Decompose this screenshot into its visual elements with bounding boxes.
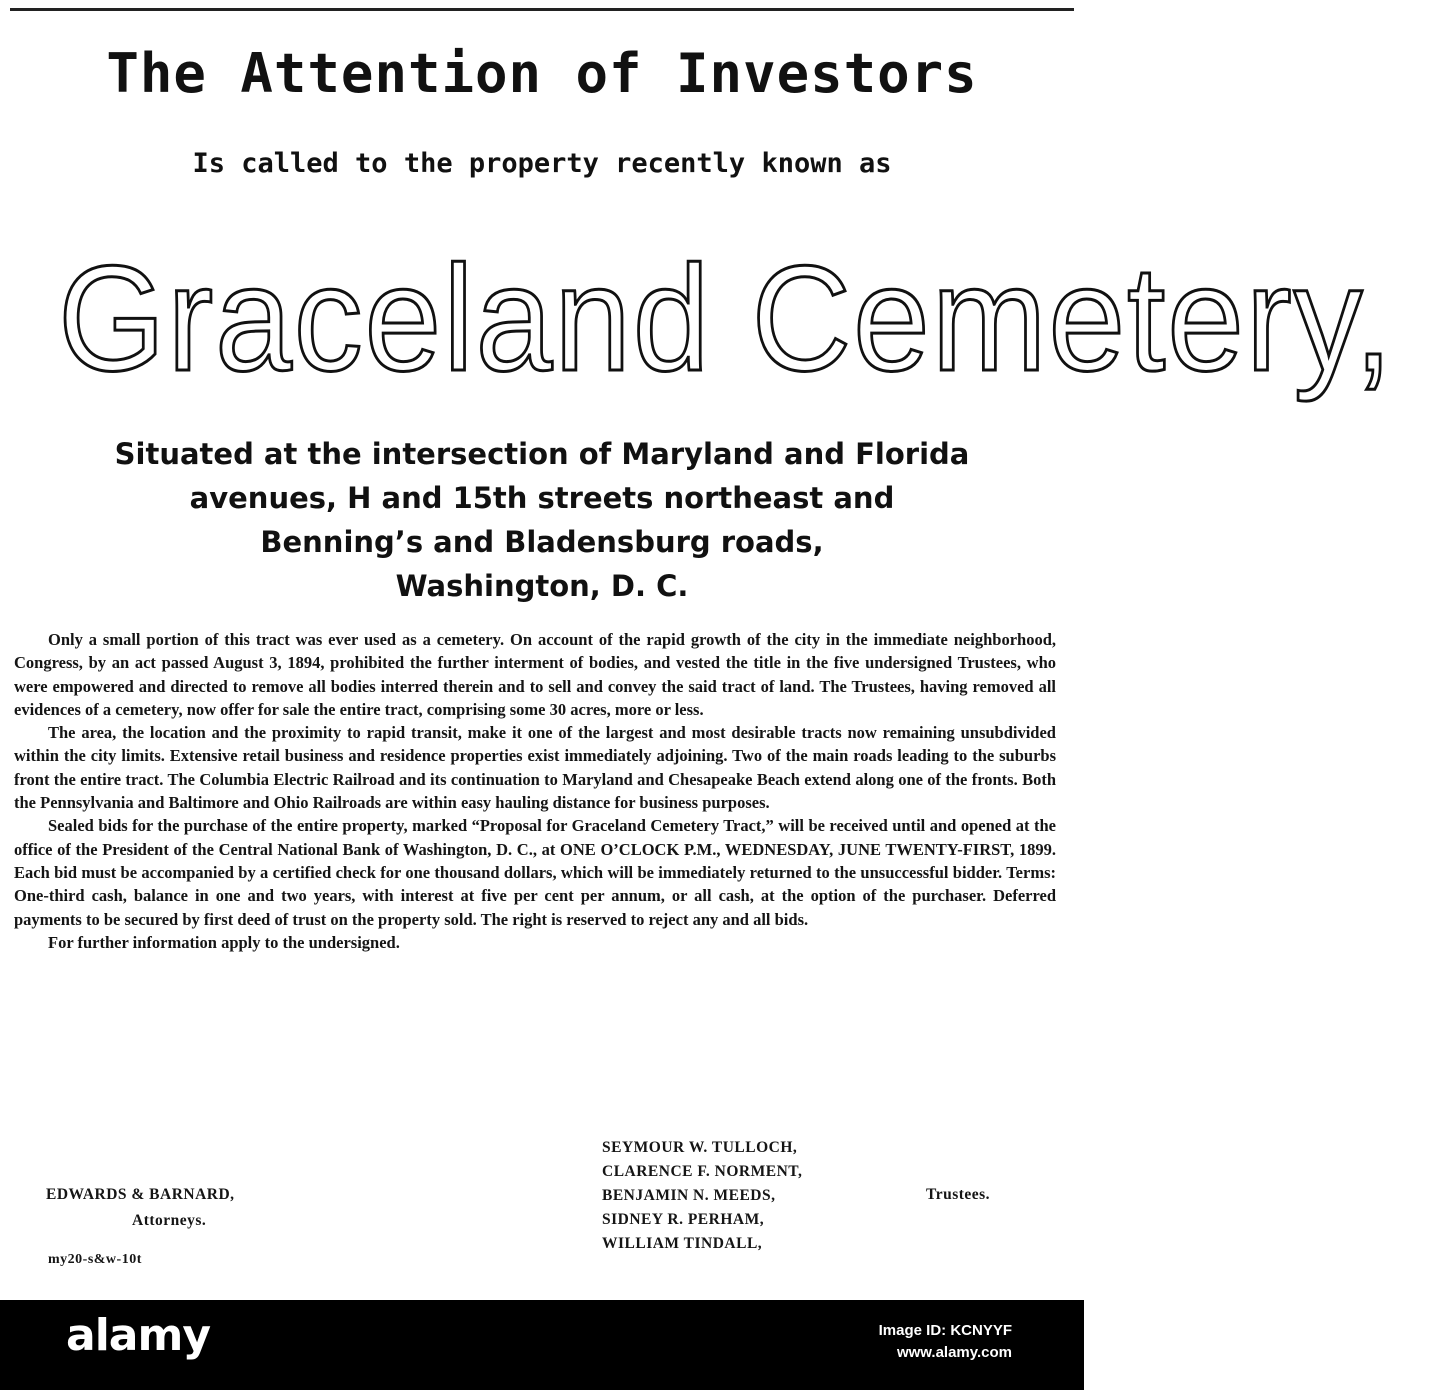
location-line: Situated at the intersection of Maryland and Florida [114,437,970,471]
trustee-list [602,1136,802,1256]
attorney-name: EDWARDS & BARNARD, [46,1186,235,1203]
trustee-name: SIDNEY R. PERHAM, [602,1211,765,1228]
stock-footer-bar [0,1300,1084,1390]
body-paragraph: For further information apply to the undersigned. [48,932,400,952]
image-id-block [879,1320,1012,1364]
body-paragraph: Only a small portion of this tract was ever used as a cemetery. On account of the rapid growth of the city in the immediate neighborhood, Congress, by an act passed August 3, 1894, prohibited the further interment of bodies, and vested the title in the five undersigned Trustees, who were empowered and directed to remove all bodies interred therein and to sell and convey the said tract of land. The Trustees, having removed all evidences of a cemetery, now offer for sale the entire tract, comprising some 30 acres, more or less. [14,630,1056,719]
trustee-name: CLARENCE F. NORMENT, [602,1163,803,1180]
trustee-name: SEYMOUR W. TULLOCH, [602,1139,798,1156]
location-line: avenues, H and 15th streets northeast and [189,481,895,515]
property-name-text: Graceland Cemetery, [58,234,1395,402]
location-line: Benning’s and Bladensburg roads, [260,525,824,559]
image-id-label: Image ID: KCNYYF [878,1322,1012,1339]
signature-block [0,1130,1084,1280]
print-code: my20-s&w-10t [48,1252,142,1267]
attorney-title: Attorneys. [132,1212,207,1229]
location-block [0,432,1084,608]
ad-headline: The Attention of Investors [106,42,978,105]
alamy-logo: alamy [66,1310,210,1361]
site-url: www.alamy.com [896,1344,1012,1361]
ad-subheadline: Is called to the property recently known as [192,148,892,179]
trustee-name: WILLIAM TINDALL, [602,1235,763,1252]
trustee-name: BENJAMIN N. MEEDS, [602,1187,776,1204]
property-name-heading [0,218,1395,418]
body-paragraph: Sealed bids for the purchase of the entire property, marked “Proposal for Graceland Cemetery Tract,” will be received until and opened at the office of the President of the Central National Bank of Washington, D. C., at ONE O’CLOCK P.M., WEDNESDAY, JUNE TWENTY-FIRST, 1899. Each bid must be accompanied by a certified check for one thousand dollars, which will be immediately returned to the unsuccessful bidder. Terms: One-third cash, balance in one and two years, with interest at five per cent per annum, or all cash, at the option of the purchaser. Deferred payments to be secured by first deed of trust on the property sold. The right is reserved to reject any and all bids. [14,816,1056,929]
ad-body-text [14,628,1056,954]
top-border-rule [10,8,1074,11]
body-paragraph: The area, the location and the proximity to rapid transit, make it one of the largest and most desirable tracts now remaining unsubdivided within the city limits. Extensive retail business and residence properties exist immediately adjoining. Two of the main roads leading to the suburbs front the entire tract. The Columbia Electric Railroad and its continuation to Maryland and Chesapeake Beach extend along one of the fronts. Both the Pennsylvania and Baltimore and Ohio Railroads are within easy hauling distance for business purposes. [14,723,1056,813]
trustees-label: Trustees. [926,1186,991,1203]
location-line: Washington, D. C. [395,569,689,603]
